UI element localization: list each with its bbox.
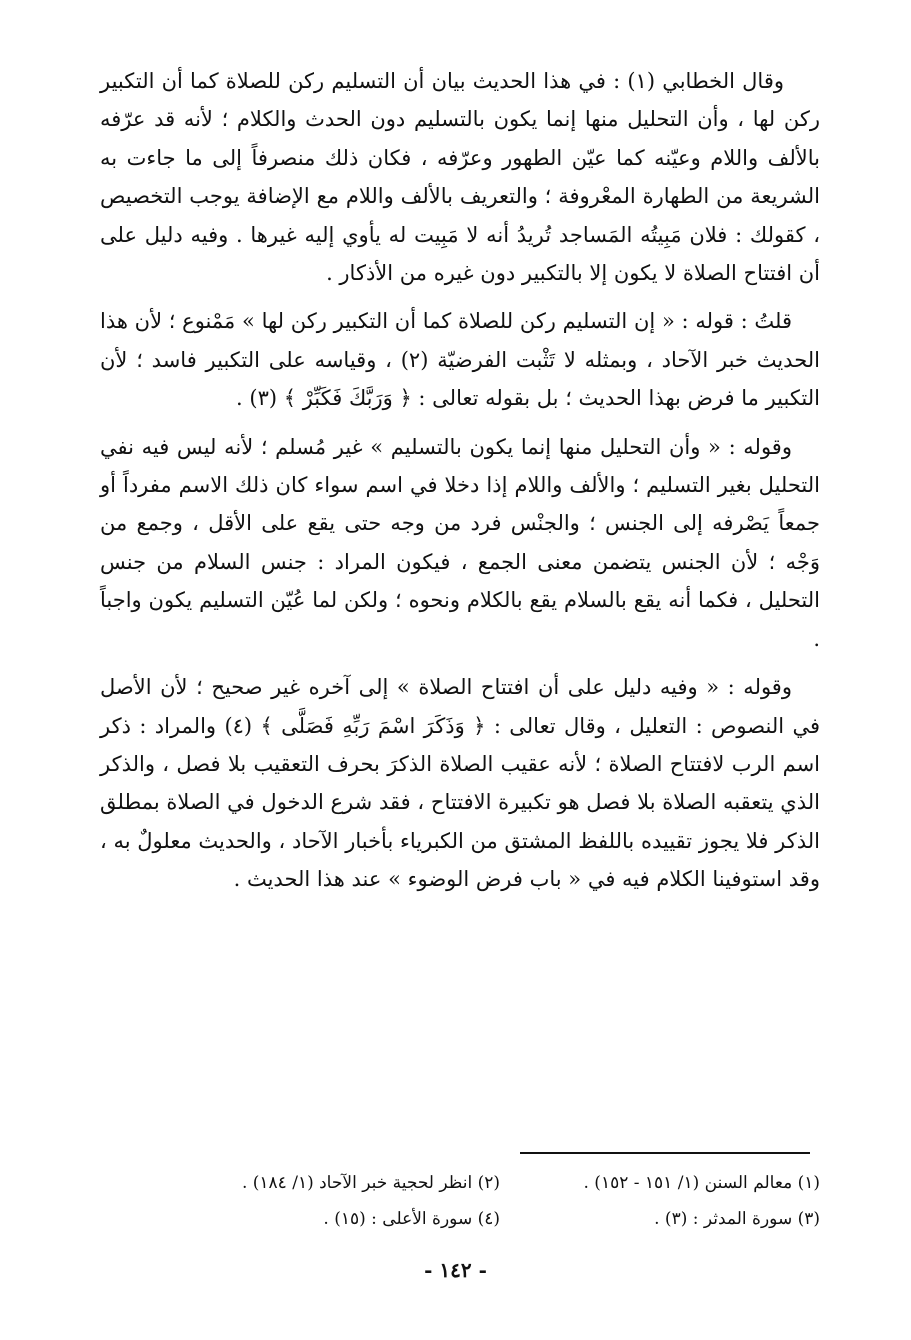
paragraph-khattabi: وقال الخطابي (١) : في هذا الحديث بيان أن التسليم ركن للصلاة كما أن التكبير ركن لها ، وأن التحليل منها إنما يكون بالتسليم دون الحدث والكلام ؛ لأنه قد عرّفه بالألف واللام وعيّنه كما عيّن الطهور وعرّفه ، فكان ذلك منصرفاً إلى ما جاءت به الشريعة من الطهارة المعْروفة ؛ والتعريف بالألف واللام مع الإضافة يوجب التخصيص ، كقولك : فلان مَبِيتُه المَساجد تُريدُ أنه لا مَبِيت له يأوي إليه غيرها . وفيه دليل على أن افتتاح الصلاة لا يكون إلا بالتكبير دون غيره من الأذكار .: [100, 69, 820, 286]
main-text: [100, 62, 820, 909]
paragraph-qultu: قلتُ : قوله : « إن التسليم ركن للصلاة كما أن التكبير ركن لها » مَمْنوع ؛ لأن هذا الحديث خبر الآحاد ، وبمثله لا تَثْبت الفرضيّة (٢) ، وقياسه على التكبير فاسد ؛ لأن التكبير ما فرض بهذا الحديث ؛ بل بقوله تعالى : ﴿ وَرَبَّكَ فَكَبِّرْ ﴾ (٣) .: [100, 309, 820, 411]
footnote-1: (١) معالم السنن (١/ ١٥١ - ١٥٢) .: [583, 1173, 820, 1193]
footnote-divider: [520, 1152, 810, 1154]
footnote-2: (٢) انظر لحجية خبر الآحاد (١/ ١٨٤) .: [241, 1173, 500, 1193]
paragraph-iftitah: وقوله : « وفيه دليل على أن افتتاح الصلاة » إلى آخره غير صحيح ؛ لأن الأصل في النصوص : التعليل ، وقال تعالى : ﴿ وَذَكَرَ اسْمَ رَبِّهِ فَصَلَّى ﴾ (٤) والمراد : ذكر اسم الرب لافتتاح الصلاة ؛ لأنه عقيب الصلاة الذكرَ بحرف التعقيب بلا فصل ، والذكر الذي يتعقبه الصلاة بلا فصل هو تكبيرة الافتتاح ، فقد شرع الدخول في الصلاة بمطلق الذكر فلا يجوز تقييده باللفظ المشتق من الكبرياء بأخبار الآحاد ، والحديث معلولٌ به ، وقد استوفينا الكلام فيه في « باب فرض الوضوء » عند هذا الحديث .: [100, 675, 820, 892]
footnote-3: (٣) سورة المدثر : (٣) .: [654, 1209, 820, 1229]
footnote-row-2: [100, 1201, 820, 1237]
paragraph-tahlil: وقوله : « وأن التحليل منها إنما يكون بالتسليم » غير مُسلم ؛ لأنه ليس فيه نفي التحليل بغير التسليم ؛ والألف واللام إذا دخلا في اسم سواء كان ذلك الاسم مفرداً أو جمعاً يَصْرفه إلى الجنس ؛ والجنْس فرد من وجه حتى يقع على الأقل ، وجمع من وَجْه ؛ لأن الجنس يتضمن معنى الجمع ، فيكون المراد : جنس السلام من جنس التحليل ، فكما أنه يقع بالسلام يقع بالكلام ونحوه ؛ ولكن لما عُيّن التسليم يكون واجباً .: [100, 434, 820, 651]
footnote-4: (٤) سورة الأعلى : (١٥) .: [323, 1209, 500, 1229]
footnote-row-1: [100, 1165, 820, 1201]
footnotes: [100, 1165, 820, 1237]
page-number: - ١٤٢ -: [424, 1258, 487, 1282]
